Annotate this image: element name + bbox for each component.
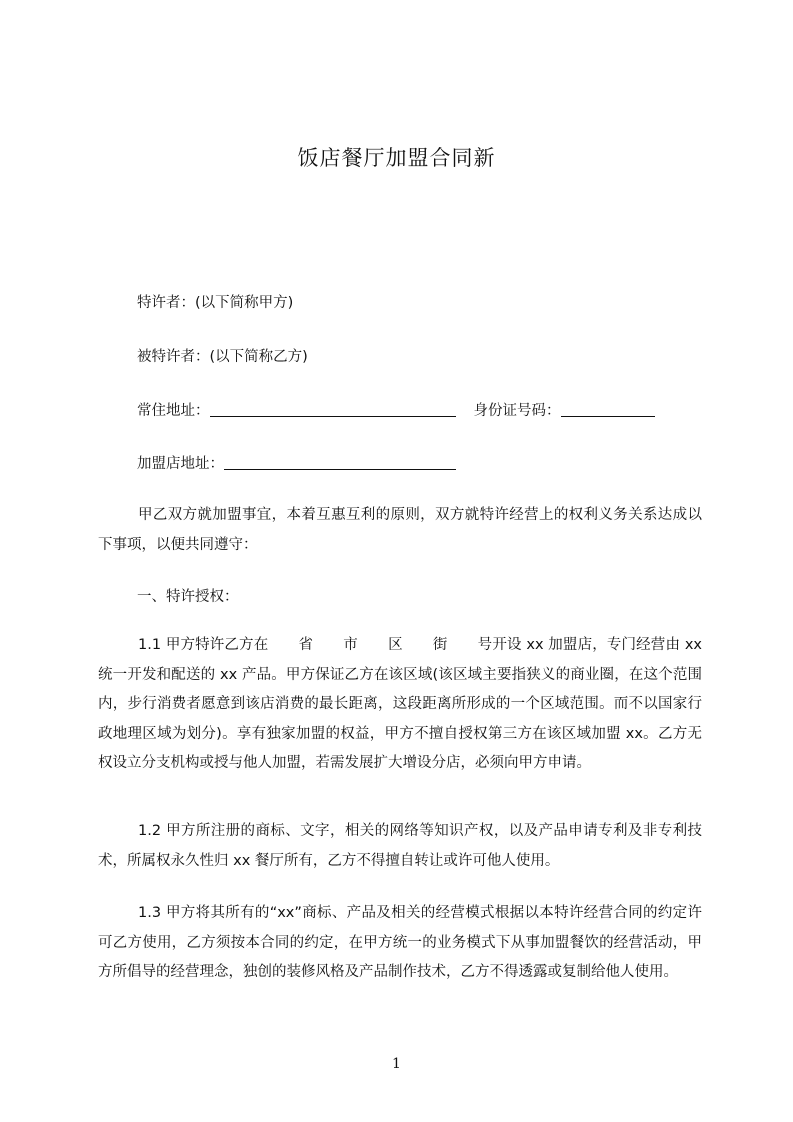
clause-1-1-district: 区 (387, 637, 403, 653)
clause-1-1-start: 1.1 甲方特许乙方在 (138, 637, 269, 653)
franchisor-label: 特许者：(以下简称甲方) (137, 295, 294, 311)
page-number: 1 (392, 1056, 401, 1072)
section-1-heading: 一、特许授权： (137, 589, 239, 605)
franchisee-label: 被特许者：(以下简称乙方) (137, 349, 308, 365)
clause-1-1-province: 省 (298, 637, 314, 653)
store-address-label: 加盟店地址： (137, 456, 224, 472)
intro-paragraph: 甲乙双方就加盟事宜，本着互惠互利的原则，双方就特许经营上的权利义务关系达成以下事项，以便共同遵守： (98, 507, 702, 553)
clause-1-1 (98, 631, 702, 779)
document-title: 饭店餐厅加盟合同新 (297, 146, 496, 170)
id-number-label: 身份证号码： (473, 403, 561, 419)
clause-1-2: 1.2 甲方所注册的商标、文字，相关的网络等知识产权，以及产品申请专利及非专利技术，所属权永久性归 xx 餐厅所有，乙方不得擅自转让或许可他人使用。 (98, 823, 702, 869)
clause-1-1-street: 街 (432, 637, 448, 653)
store-address-row (137, 452, 456, 473)
id-number-blank[interactable] (561, 402, 655, 417)
residence-row (137, 399, 655, 420)
residence-label: 常住地址： (137, 403, 210, 419)
clause-1-1-rest: 号开设 xx 加盟店，专门经营由 xx 统一开发和配送的 xx 产品。甲方保证乙方在该区域(该区域主要指狭义的商业圈，在这个范围内，步行消费者愿意到该店消费的最长距离，这段距离所形成的一个区域范围。而不以国家行政地理区域为划分)。享有独家加盟的权益，甲方不擅自授权第三方在该区域加盟 xx。乙方无权设立分支机构或授与他人加盟，若需发展扩大增设分店，必须向甲方申请。 (98, 637, 703, 771)
residence-blank[interactable] (210, 402, 456, 417)
store-address-blank[interactable] (224, 455, 456, 470)
clause-1-3: 1.3 甲方将其所有的“xx”商标、产品及相关的经营模式根据以本特许经营合同的约定许可乙方使用，乙方须按本合同的约定，在甲方统一的业务模式下从事加盟餐饮的经营活动，甲方所倡导的经营理念，独创的装修风格及产品制作技术，乙方不得透露或复制给他人使用。 (98, 905, 702, 980)
clause-1-1-city: 市 (343, 637, 358, 653)
